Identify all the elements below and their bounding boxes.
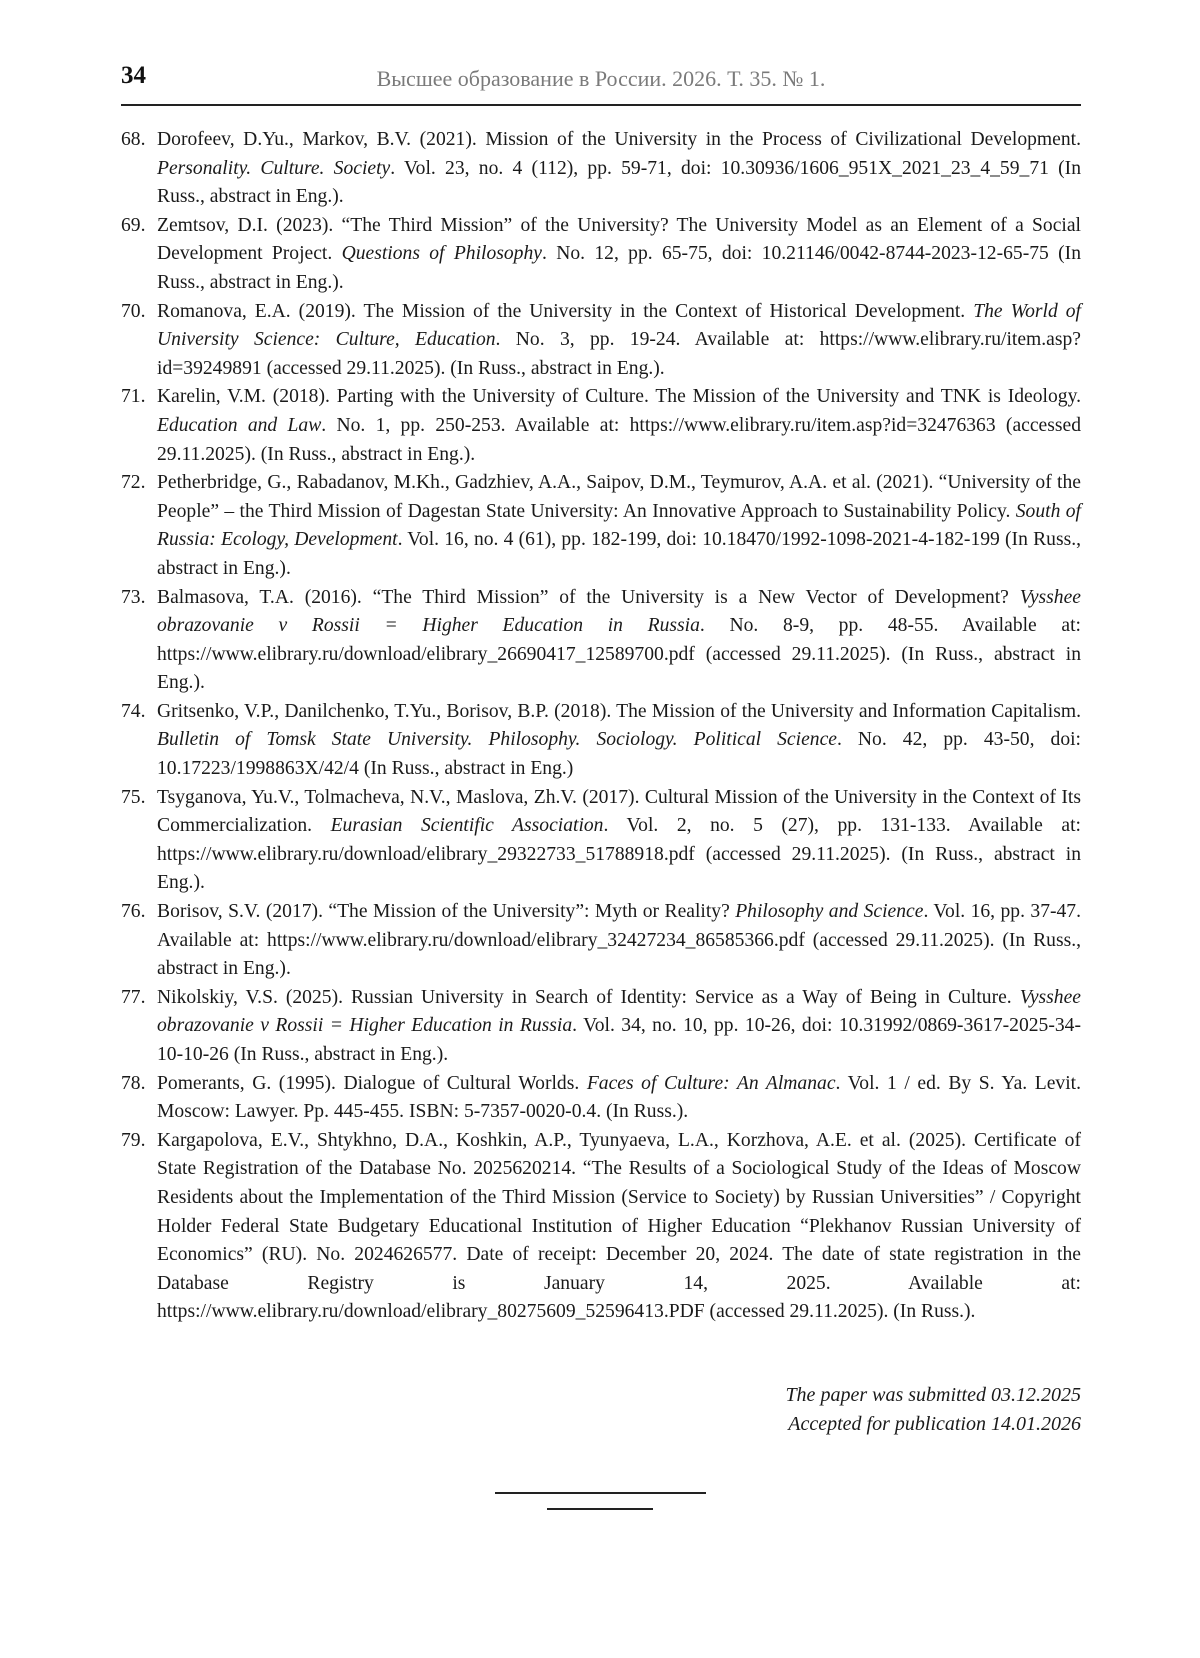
reference-source-title: Vysshee obrazovanie v Rossii = Higher Education in Russia: [157, 986, 1081, 1037]
reference-source-title: Education and Law: [157, 414, 322, 436]
reference-number: 78.: [121, 1072, 146, 1094]
reference-item: [121, 898, 1081, 984]
reference-text: Dorofeev, D.Yu., Markov, B.V. (2021). Mission of the University in the Process of Civilizational Development.: [157, 129, 1081, 150]
reference-details: . No. 8-9, pp. 48-55. Available at: https://www.elibrary.ru/download/elibrary_26690417_12589700.pdf (accessed 29.11.2025). (In Russ., abstract in Eng.).: [157, 615, 1082, 694]
reference-source-title: Vysshee obrazovanie v Rossii = Higher Education in Russia: [157, 586, 1081, 637]
reference-text: Nikolskiy, V.S. (2025). Russian University in Search of Identity: Service as a Way of Being in Culture.: [157, 986, 1020, 1008]
journal-running-head: Высшее образование в России. 2026. Т. 35. № 1.: [376, 66, 826, 91]
reference-list: [121, 126, 1081, 1327]
reference-details: . No. 1, pp. 250-253. Available at: https://www.elibrary.ru/item.asp?id=32476363 (accessed 29.11.2025). (In Russ., abstract in Eng.).: [157, 414, 1081, 465]
reference-number: 71.: [121, 386, 146, 408]
reference-source-title: Personality. Culture. Society: [157, 157, 391, 179]
reference-source-title: Faces of Culture: An Almanac: [586, 1072, 836, 1094]
reference-item: [121, 298, 1081, 384]
reference-details: . No. 42, pp. 43-50, doi: 10.17223/1998863X/42/4 (In Russ., abstract in Eng.): [157, 729, 1082, 780]
reference-item: [121, 126, 1081, 212]
reference-text: Gritsenko, V.P., Danilchenko, T.Yu., Borisov, B.P. (2018). The Mission of the University and Information Capitalism.: [157, 700, 1081, 722]
reference-source-title: Philosophy and Science: [735, 901, 924, 923]
reference-number: 76.: [121, 901, 146, 923]
reference-item: [121, 784, 1081, 898]
reference-details: . Vol. 1 / ed. By S. Ya. Levit. Moscow: Lawyer. Pp. 445-455. ISBN: 5-7357-0020-0.4. (In Russ.).: [157, 1072, 1082, 1123]
reference-text: Kargapolova, E.V., Shtykhno, D.A., Koshkin, A.P., Tyunyaeva, L.A., Korzhova, A.E. et al. (2025). Certificate of State Registration of the Database No. 2025620214. “The Results of a Sociological Study of the Ideas of Moscow Residents about the Implementation of the Third Mission (Service to Society) by Russian Universities” / Copyright Holder Federal State Budgetary Educational Institution of Higher Education “Plekhanov Russian University of Economics” (RU). No. 2024626577. Date of receipt: December 20, 2024. The date of state registration in the Database Registry is January 14, 2025. Available at: https://www.elibrary.ru/download/elibrary_80275609_52596413.PDF (accessed 29.11.2025). (In Russ.).: [157, 1129, 1081, 1323]
reference-text: Zemtsov, D.I. (2023). “The Third Mission” of the University? The University Model as an Element of a Social Development Project.: [157, 214, 1081, 265]
reference-text: Romanova, E.A. (2019). The Mission of the University in the Context of Historical Development.: [157, 300, 974, 322]
reference-item: [121, 984, 1081, 1070]
reference-number: 73.: [121, 586, 146, 608]
reference-item: [121, 212, 1081, 298]
reference-number: 70.: [121, 300, 146, 322]
reference-details: . No. 12, pp. 65-75, doi: 10.21146/0042-8744-2023-12-65-75 (In Russ., abstract in Eng.).: [157, 243, 1081, 293]
reference-text: Tsyganova, Yu.V., Tolmacheva, N.V., Maslova, Zh.V. (2017). Cultural Mission of the University in the Context of Its Commercialization.: [157, 786, 1081, 837]
reference-number: 77.: [121, 986, 146, 1008]
page-number: 34: [121, 62, 146, 89]
reference-item: [121, 1127, 1081, 1327]
reference-text: Borisov, S.V. (2017). “The Mission of the University”: Myth or Reality?: [157, 901, 736, 923]
reference-text: Balmasova, T.A. (2016). “The Third Mission” of the University is a New Vector of Development?: [157, 586, 1020, 608]
end-rule-long: [495, 1492, 706, 1494]
reference-number: 75.: [121, 786, 146, 808]
reference-number: 74.: [121, 700, 146, 722]
reference-source-title: Bulletin of Tomsk State University. Philosophy. Sociology. Political Science: [157, 729, 837, 751]
reference-source-title: Eurasian Scientific Association: [330, 815, 604, 837]
reference-source-title: South of Russia: Ecology, Development: [157, 500, 1081, 551]
reference-item: [121, 584, 1081, 698]
accepted-date: Accepted for publication 14.01.2026: [788, 1413, 1081, 1435]
reference-item: [121, 383, 1081, 469]
reference-details: . Vol. 23, no. 4 (112), pp. 59-71, doi: 10.30936/1606_951X_2021_23_4_59_71 (In Russ., abstract in Eng.).: [157, 157, 1081, 208]
reference-number: 69.: [121, 214, 146, 236]
reference-details: . No. 3, pp. 19-24. Available at: https://www.elibrary.ru/item.asp?id=39249891 (accessed 29.11.2025). (In Russ., abstract in Eng.).: [157, 329, 1081, 379]
submitted-date: The paper was submitted 03.12.2025: [785, 1384, 1081, 1406]
reference-details: . Vol. 16, no. 4 (61), pp. 182-199, doi: 10.18470/1992-1098-2021-4-182-199 (In Russ., abstract in Eng.).: [157, 529, 1081, 579]
reference-number: 68.: [121, 129, 146, 150]
end-rule-short: [547, 1508, 653, 1510]
reference-source-title: The World of University Science: Culture, Education: [157, 300, 1081, 351]
submission-dates: [785, 1381, 1081, 1439]
reference-text: Pomerants, G. (1995). Dialogue of Cultural Worlds.: [157, 1072, 587, 1094]
reference-text: Karelin, V.M. (2018). Parting with the University of Culture. The Mission of the University and TNK is Ideology.: [157, 386, 1081, 408]
reference-details: . Vol. 16, pp. 37-47. Available at: https://www.elibrary.ru/download/elibrary_32427234_86585366.pdf (accessed 29.11.2025). (In Russ., abstract in Eng.).: [157, 901, 1082, 980]
reference-number: 79.: [121, 1129, 146, 1151]
reference-item: [121, 698, 1081, 784]
reference-number: 72.: [121, 472, 146, 494]
page-header: [121, 60, 1081, 106]
reference-item: [121, 469, 1081, 583]
reference-item: [121, 1070, 1081, 1127]
reference-source-title: Questions of Philosophy: [341, 243, 542, 265]
reference-details: . Vol. 34, no. 10, pp. 10-26, doi: 10.31992/0869-3617-2025-34-10-10-26 (In Russ., abstract in Eng.).: [157, 1015, 1081, 1065]
reference-details: . Vol. 2, no. 5 (27), pp. 131-133. Available at: https://www.elibrary.ru/download/elibrary_29322733_51788918.pdf (accessed 29.11.2025). (In Russ., abstract in Eng.).: [157, 815, 1081, 894]
reference-text: Petherbridge, G., Rabadanov, M.Kh., Gadzhiev, A.A., Saipov, D.M., Teymurov, A.A. et al. (2021). “University of the People” – the Third Mission of Dagestan State University: An Innovative Approach to Sustainability Policy.: [157, 472, 1081, 522]
